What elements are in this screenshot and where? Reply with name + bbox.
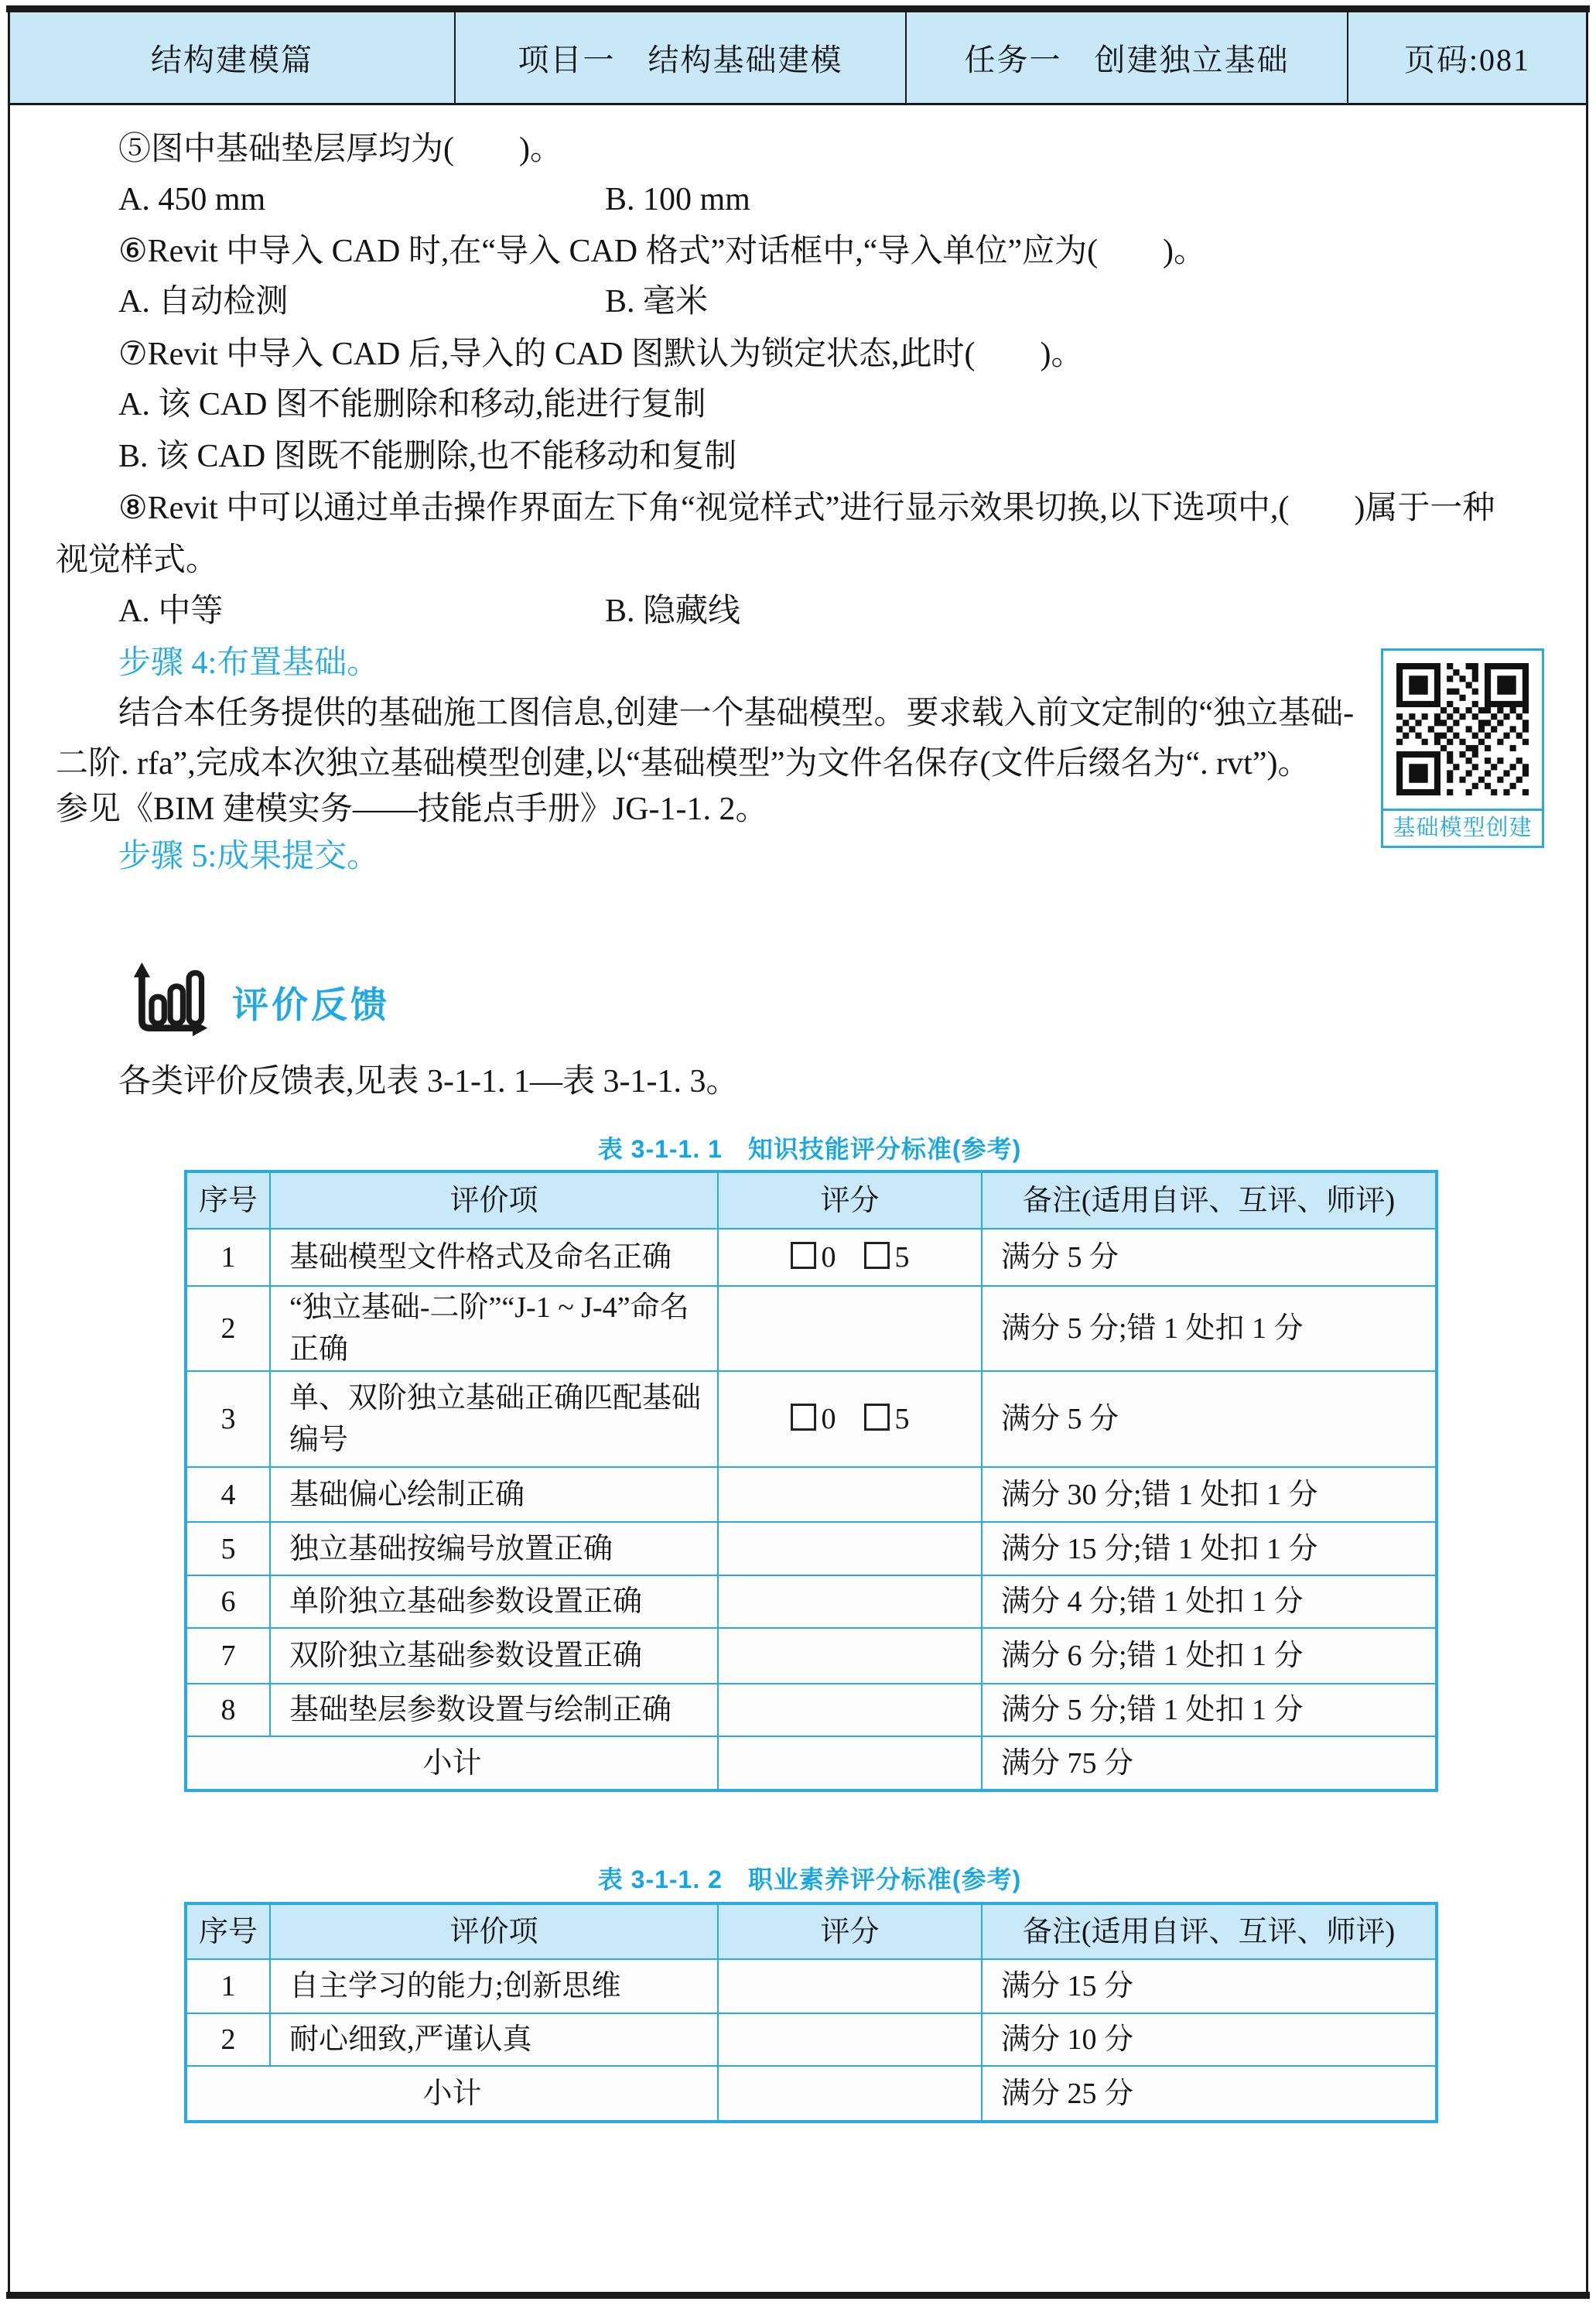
score-cell-empty	[718, 1736, 982, 1790]
table-row	[186, 1959, 1437, 2013]
col-header-item: 评价项	[270, 1171, 718, 1229]
row-item: “独立基础-二阶”“J-1 ~ J-4”命名正确	[270, 1286, 718, 1371]
score-cell-empty	[718, 1522, 982, 1575]
table-1-caption: 表 3-1-1. 1 知识技能评分标准(参考)	[597, 1135, 1022, 1163]
page-border-top	[6, 5, 1590, 12]
row-no: 2	[186, 1286, 270, 1371]
score-cell	[718, 1371, 982, 1467]
score-option-label: 0	[821, 1241, 836, 1274]
step-5-label: 步骤 5:成果提交。	[118, 839, 380, 874]
score-option-label: 5	[894, 1241, 910, 1274]
col-header-no: 序号	[186, 1903, 270, 1959]
task-paragraph-line-1: 结合本任务提供的基础施工图信息,创建一个基础模型。要求载入前文定制的“独立基础-	[118, 696, 1355, 731]
question-6-option-b: B. 毫米	[605, 284, 709, 320]
running-header	[10, 12, 1586, 105]
table-row	[186, 1522, 1437, 1575]
col-header-item: 评价项	[270, 1903, 718, 1959]
row-no: 1	[186, 1959, 270, 2013]
row-item: 耐心细致,严谨认真	[270, 2013, 718, 2066]
question-6: ⑥Revit 中导入 CAD 时,在“导入 CAD 格式”对话框中,“导入单位”应为( )。	[118, 234, 1207, 269]
row-item: 单、双阶独立基础正确匹配基础编号	[270, 1371, 718, 1467]
score-checkbox-0[interactable]	[791, 1242, 816, 1269]
score-option-label: 5	[894, 1403, 910, 1435]
row-note: 满分 6 分;错 1 处扣 1 分	[982, 1628, 1437, 1684]
score-cell-empty	[718, 1467, 982, 1522]
table-professional-quality	[184, 1902, 1438, 2123]
question-7: ⑦Revit 中导入 CAD 后,导入的 CAD 图默认为锁定状态,此时( )。	[118, 337, 1084, 372]
qr-code-box	[1381, 648, 1544, 848]
score-option-label: 0	[821, 1403, 836, 1435]
table-row	[186, 1229, 1437, 1286]
score-cell-empty	[718, 1286, 982, 1371]
row-item: 双阶独立基础参数设置正确	[270, 1628, 718, 1684]
table-row	[186, 2013, 1437, 2066]
row-item: 自主学习的能力;创新思维	[270, 1959, 718, 2013]
row-no: 3	[186, 1371, 270, 1467]
col-header-score: 评分	[718, 1903, 982, 1959]
score-cell-empty	[718, 1575, 982, 1628]
question-8-line-2: 视觉样式。	[56, 542, 219, 578]
row-no: 6	[186, 1575, 270, 1628]
row-no: 1	[186, 1229, 270, 1286]
row-note: 满分 5 分	[982, 1229, 1437, 1286]
qr-code-caption: 基础模型创建	[1383, 809, 1542, 846]
col-header-no: 序号	[186, 1171, 270, 1229]
subtotal-note: 满分 25 分	[982, 2066, 1437, 2122]
score-cell-empty	[718, 2013, 982, 2066]
row-note: 满分 5 分	[982, 1371, 1437, 1467]
row-note: 满分 4 分;错 1 处扣 1 分	[982, 1575, 1437, 1628]
table-subtotal-row	[186, 1736, 1437, 1790]
row-note: 满分 10 分	[982, 2013, 1437, 2066]
question-7-option-b: B. 该 CAD 图既不能删除,也不能移动和复制	[118, 439, 737, 474]
question-5: ⑤图中基础垫层厚均为( )。	[118, 132, 562, 167]
row-no: 8	[186, 1684, 270, 1736]
question-6-option-a: A. 自动检测	[118, 284, 289, 320]
page-border-bottom	[6, 2292, 1590, 2299]
col-header-note: 备注(适用自评、互评、师评)	[982, 1171, 1437, 1229]
question-7-option-a: A. 该 CAD 图不能删除和移动,能进行复制	[118, 387, 706, 422]
subtotal-label: 小计	[186, 2066, 718, 2122]
header-page-number: 页码:081	[1347, 12, 1586, 103]
score-checkbox-5[interactable]	[864, 1404, 890, 1431]
subtotal-label: 小计	[186, 1736, 718, 1790]
header-section-title: 结构建模篇	[151, 43, 313, 77]
qr-code-icon	[1396, 663, 1529, 795]
question-8-option-a: A. 中等	[118, 593, 224, 629]
table-row	[186, 1467, 1437, 1522]
row-note: 满分 15 分	[982, 1959, 1437, 2013]
bar-chart-icon	[130, 959, 212, 1041]
table-row	[186, 1286, 1437, 1371]
question-5-option-a: A. 450 mm	[118, 182, 266, 217]
page-border-left	[8, 5, 10, 2299]
table-row	[186, 1371, 1437, 1467]
question-8-line-1: ⑧Revit 中可以通过单击操作界面左下角“视觉样式”进行显示效果切换,以下选项中,( )属于一种	[118, 491, 1495, 526]
row-no: 2	[186, 2013, 270, 2066]
score-cell-empty	[718, 1628, 982, 1684]
question-8-option-b: B. 隐藏线	[605, 593, 741, 629]
section-title: 评价反馈	[232, 984, 390, 1025]
row-note: 满分 30 分;错 1 处扣 1 分	[982, 1467, 1437, 1522]
header-task-title: 任务一 创建独立基础	[905, 12, 1347, 103]
question-5-option-b: B. 100 mm	[605, 182, 750, 217]
table-row	[186, 1575, 1437, 1628]
table-row	[186, 1628, 1437, 1684]
score-checkbox-5[interactable]	[864, 1242, 890, 1269]
row-note: 满分 5 分;错 1 处扣 1 分	[982, 1684, 1437, 1736]
row-item: 单阶独立基础参数设置正确	[270, 1575, 718, 1628]
row-item: 基础垫层参数设置与绘制正确	[270, 1684, 718, 1736]
task-paragraph-line-3: 参见《BIM 建模实务——技能点手册》JG-1-1. 2。	[56, 792, 768, 827]
task-paragraph-line-2: 二阶. rfa”,完成本次独立基础模型创建,以“基础模型”为文件名保存(文件后缀名为“. rvt”)。	[56, 746, 1311, 781]
subtotal-note: 满分 75 分	[982, 1736, 1437, 1790]
row-no: 7	[186, 1628, 270, 1684]
row-item: 基础偏心绘制正确	[270, 1467, 718, 1522]
score-cell	[718, 1229, 982, 1286]
table-header-row	[186, 1903, 1437, 1959]
step-4-label: 步骤 4:布置基础。	[118, 645, 380, 681]
row-item: 基础模型文件格式及命名正确	[270, 1229, 718, 1286]
table-header-row	[186, 1171, 1437, 1229]
table-row	[186, 1684, 1437, 1736]
row-no: 4	[186, 1467, 270, 1522]
score-checkbox-0[interactable]	[791, 1404, 816, 1431]
score-cell-empty	[718, 2066, 982, 2122]
row-no: 5	[186, 1522, 270, 1575]
table-subtotal-row	[186, 2066, 1437, 2122]
row-note: 满分 5 分;错 1 处扣 1 分	[982, 1286, 1437, 1371]
score-cell-empty	[718, 1959, 982, 2013]
row-item: 独立基础按编号放置正确	[270, 1522, 718, 1575]
score-cell-empty	[718, 1684, 982, 1736]
col-header-note: 备注(适用自评、互评、师评)	[982, 1903, 1437, 1959]
table-knowledge-skill	[184, 1170, 1438, 1792]
col-header-score: 评分	[718, 1171, 982, 1229]
tables-intro: 各类评价反馈表,见表 3-1-1. 1—表 3-1-1. 3。	[118, 1064, 739, 1099]
header-project-title: 项目一 结构基础建模	[454, 12, 905, 103]
page-border-right	[1586, 5, 1588, 2299]
table-2-caption: 表 3-1-1. 2 职业素养评分标准(参考)	[597, 1866, 1022, 1893]
row-note: 满分 15 分;错 1 处扣 1 分	[982, 1522, 1437, 1575]
